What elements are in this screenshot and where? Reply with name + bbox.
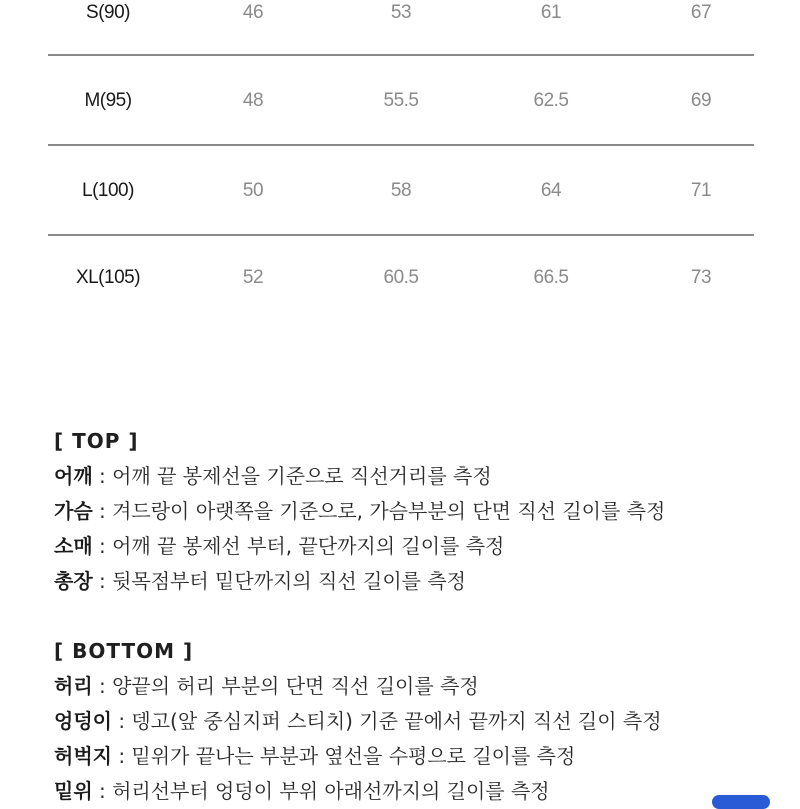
measurement-notes [54, 424, 784, 809]
note-term: 허벅지 [54, 744, 112, 768]
table-cell: 61 [540, 2, 562, 23]
note-desc: : 어깨 끝 봉제선을 기준으로 직선거리를 측정 [92, 464, 492, 488]
table-row [48, 56, 754, 146]
table-cell: 52 [242, 267, 264, 288]
note-desc: : 뒷목점부터 밑단까지의 직선 길이를 측정 [92, 569, 466, 593]
table-cell: 66.5 [533, 267, 569, 288]
table-cell: 50 [242, 180, 264, 201]
table-cell: 58 [390, 180, 412, 201]
table-cell: 60.5 [383, 267, 419, 288]
table-cell: 53 [390, 2, 412, 23]
note-item [54, 774, 784, 809]
note-term: 총장 [54, 569, 93, 593]
table-cell: 71 [690, 180, 712, 201]
table-cell: 67 [690, 2, 712, 23]
size-label: L(100) [82, 180, 134, 201]
table-row [48, 146, 754, 236]
size-label: S(90) [86, 2, 130, 23]
floating-badge[interactable] [712, 795, 770, 809]
note-item [54, 459, 784, 494]
note-term: 밑위 [54, 779, 93, 803]
note-term: 허리 [54, 674, 93, 698]
note-desc: : 어깨 끝 봉제선 부터, 끝단까지의 길이를 측정 [92, 534, 505, 558]
note-item [54, 529, 784, 564]
note-term: 엉덩이 [54, 709, 112, 733]
section-spacer [54, 599, 784, 634]
note-term: 소매 [54, 534, 93, 558]
note-desc: : 겨드랑이 아랫쪽을 기준으로, 가슴부분의 단면 직선 길이를 측정 [92, 499, 666, 523]
table-cell: 55.5 [383, 90, 419, 111]
size-label: M(95) [84, 90, 132, 111]
bottom-heading: [ BOTTOM ] [54, 639, 194, 663]
table-cell: 64 [540, 180, 562, 201]
table-cell: 73 [690, 267, 712, 288]
note-desc: : 뎅고(앞 중심지퍼 스티치) 기준 끝에서 끝까지 직선 길이 측정 [111, 709, 662, 733]
note-desc: : 허리선부터 엉덩이 부위 아래선까지의 길이를 측정 [92, 779, 550, 803]
note-item [54, 564, 784, 599]
size-table [48, 0, 754, 320]
note-desc: : 밑위가 끝나는 부분과 옆선을 수평으로 길이를 측정 [111, 744, 576, 768]
note-item [54, 704, 784, 739]
note-item [54, 739, 784, 774]
note-item [54, 669, 784, 704]
size-label: XL(105) [75, 267, 141, 288]
table-row [48, 0, 754, 56]
table-cell: 46 [242, 2, 264, 23]
table-cell: 69 [690, 90, 712, 111]
note-term: 가슴 [54, 499, 93, 523]
table-cell: 62.5 [533, 90, 569, 111]
note-term: 어깨 [54, 464, 93, 488]
table-cell: 48 [242, 90, 264, 111]
note-item [54, 494, 784, 529]
table-row [48, 236, 754, 320]
note-desc: : 양끝의 허리 부분의 단면 직선 길이를 측정 [92, 674, 479, 698]
top-heading: [ TOP ] [54, 429, 139, 453]
